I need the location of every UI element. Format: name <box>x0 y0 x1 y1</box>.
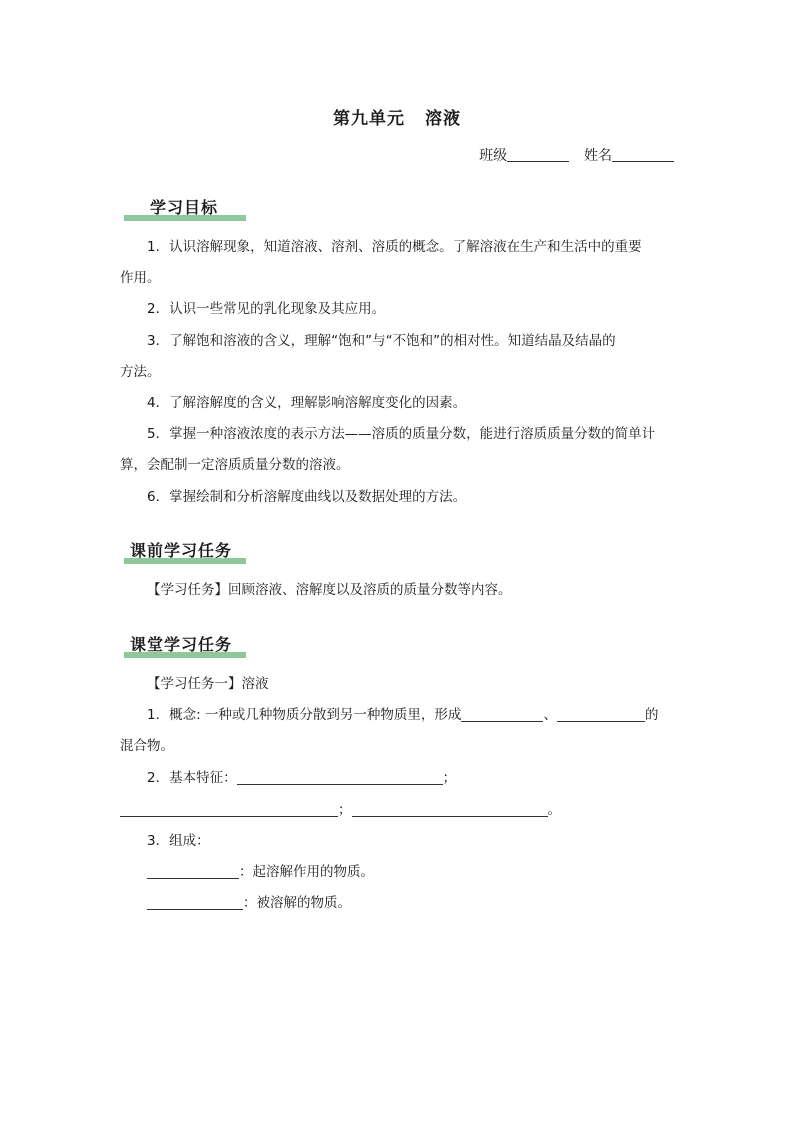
answer-blank-solute[interactable] <box>147 894 243 910</box>
objective-3-cont: 方法。 <box>120 364 161 380</box>
question-2-cont: ； 。 <box>120 800 674 820</box>
class-name-line <box>479 145 674 165</box>
section-heading-preclass: 课前学习任务 <box>124 538 232 561</box>
section-heading-inclass: 课堂学习任务 <box>124 632 232 655</box>
answer-blank-2b[interactable] <box>120 801 338 817</box>
question-3-solute: ：被溶解的物质。 <box>120 893 701 913</box>
answer-blank-2a[interactable] <box>237 769 443 785</box>
objective-1-cont: 作用。 <box>120 270 161 286</box>
preclass-task: 【学习任务】回顾溶液、溶解度以及溶质的质量分数等内容。 <box>147 582 512 598</box>
answer-blank-2c[interactable] <box>352 801 548 817</box>
objective-5: 5．掌握一种溶液浓度的表示方法——溶质的质量分数，能进行溶质质量分数的简单计 <box>147 426 656 442</box>
question-3: 3．组成： <box>147 833 210 849</box>
question-3-solvent: ：起溶解作用的物质。 <box>120 862 701 882</box>
question-2: 2．基本特征： ； <box>147 770 457 786</box>
section-heading-objectives: 学习目标 <box>124 195 218 218</box>
answer-blank-1b[interactable] <box>557 706 645 722</box>
class-label: 班级 <box>479 148 508 164</box>
title-unit: 第九单元 <box>333 109 405 129</box>
title-topic: 溶液 <box>425 109 461 129</box>
objective-6: 6．掌握绘制和分析溶解度曲线以及数据处理的方法。 <box>147 489 467 505</box>
objective-4: 4．了解溶解度的含义，理解影响溶解度变化的因素。 <box>147 395 467 411</box>
objective-2: 2．认识一些常见的乳化现象及其应用。 <box>147 301 386 317</box>
page-title <box>0 104 794 129</box>
class-blank[interactable] <box>507 147 569 162</box>
answer-blank-1a[interactable] <box>461 706 543 722</box>
task-one-title: 【学习任务一】溶液 <box>147 676 269 692</box>
objective-1: 1．认识溶解现象，知道溶液、溶剂、溶质的概念。了解溶液在生产和生活中的重要 <box>147 239 642 255</box>
name-blank[interactable] <box>612 147 674 162</box>
objective-5-cont: 算，会配制一定溶质质量分数的溶液。 <box>120 457 350 473</box>
question-1-cont: 混合物。 <box>120 738 174 754</box>
name-label: 姓名 <box>584 148 612 164</box>
answer-blank-solvent[interactable] <box>147 863 239 879</box>
objective-3: 3．了解饱和溶液的含义，理解“饱和”与“不饱和”的相对性。知道结晶及结晶的 <box>147 333 616 349</box>
question-1: 1．概念: 一种或几种物质分散到另一种物质里，形成 、 的 <box>147 707 659 723</box>
